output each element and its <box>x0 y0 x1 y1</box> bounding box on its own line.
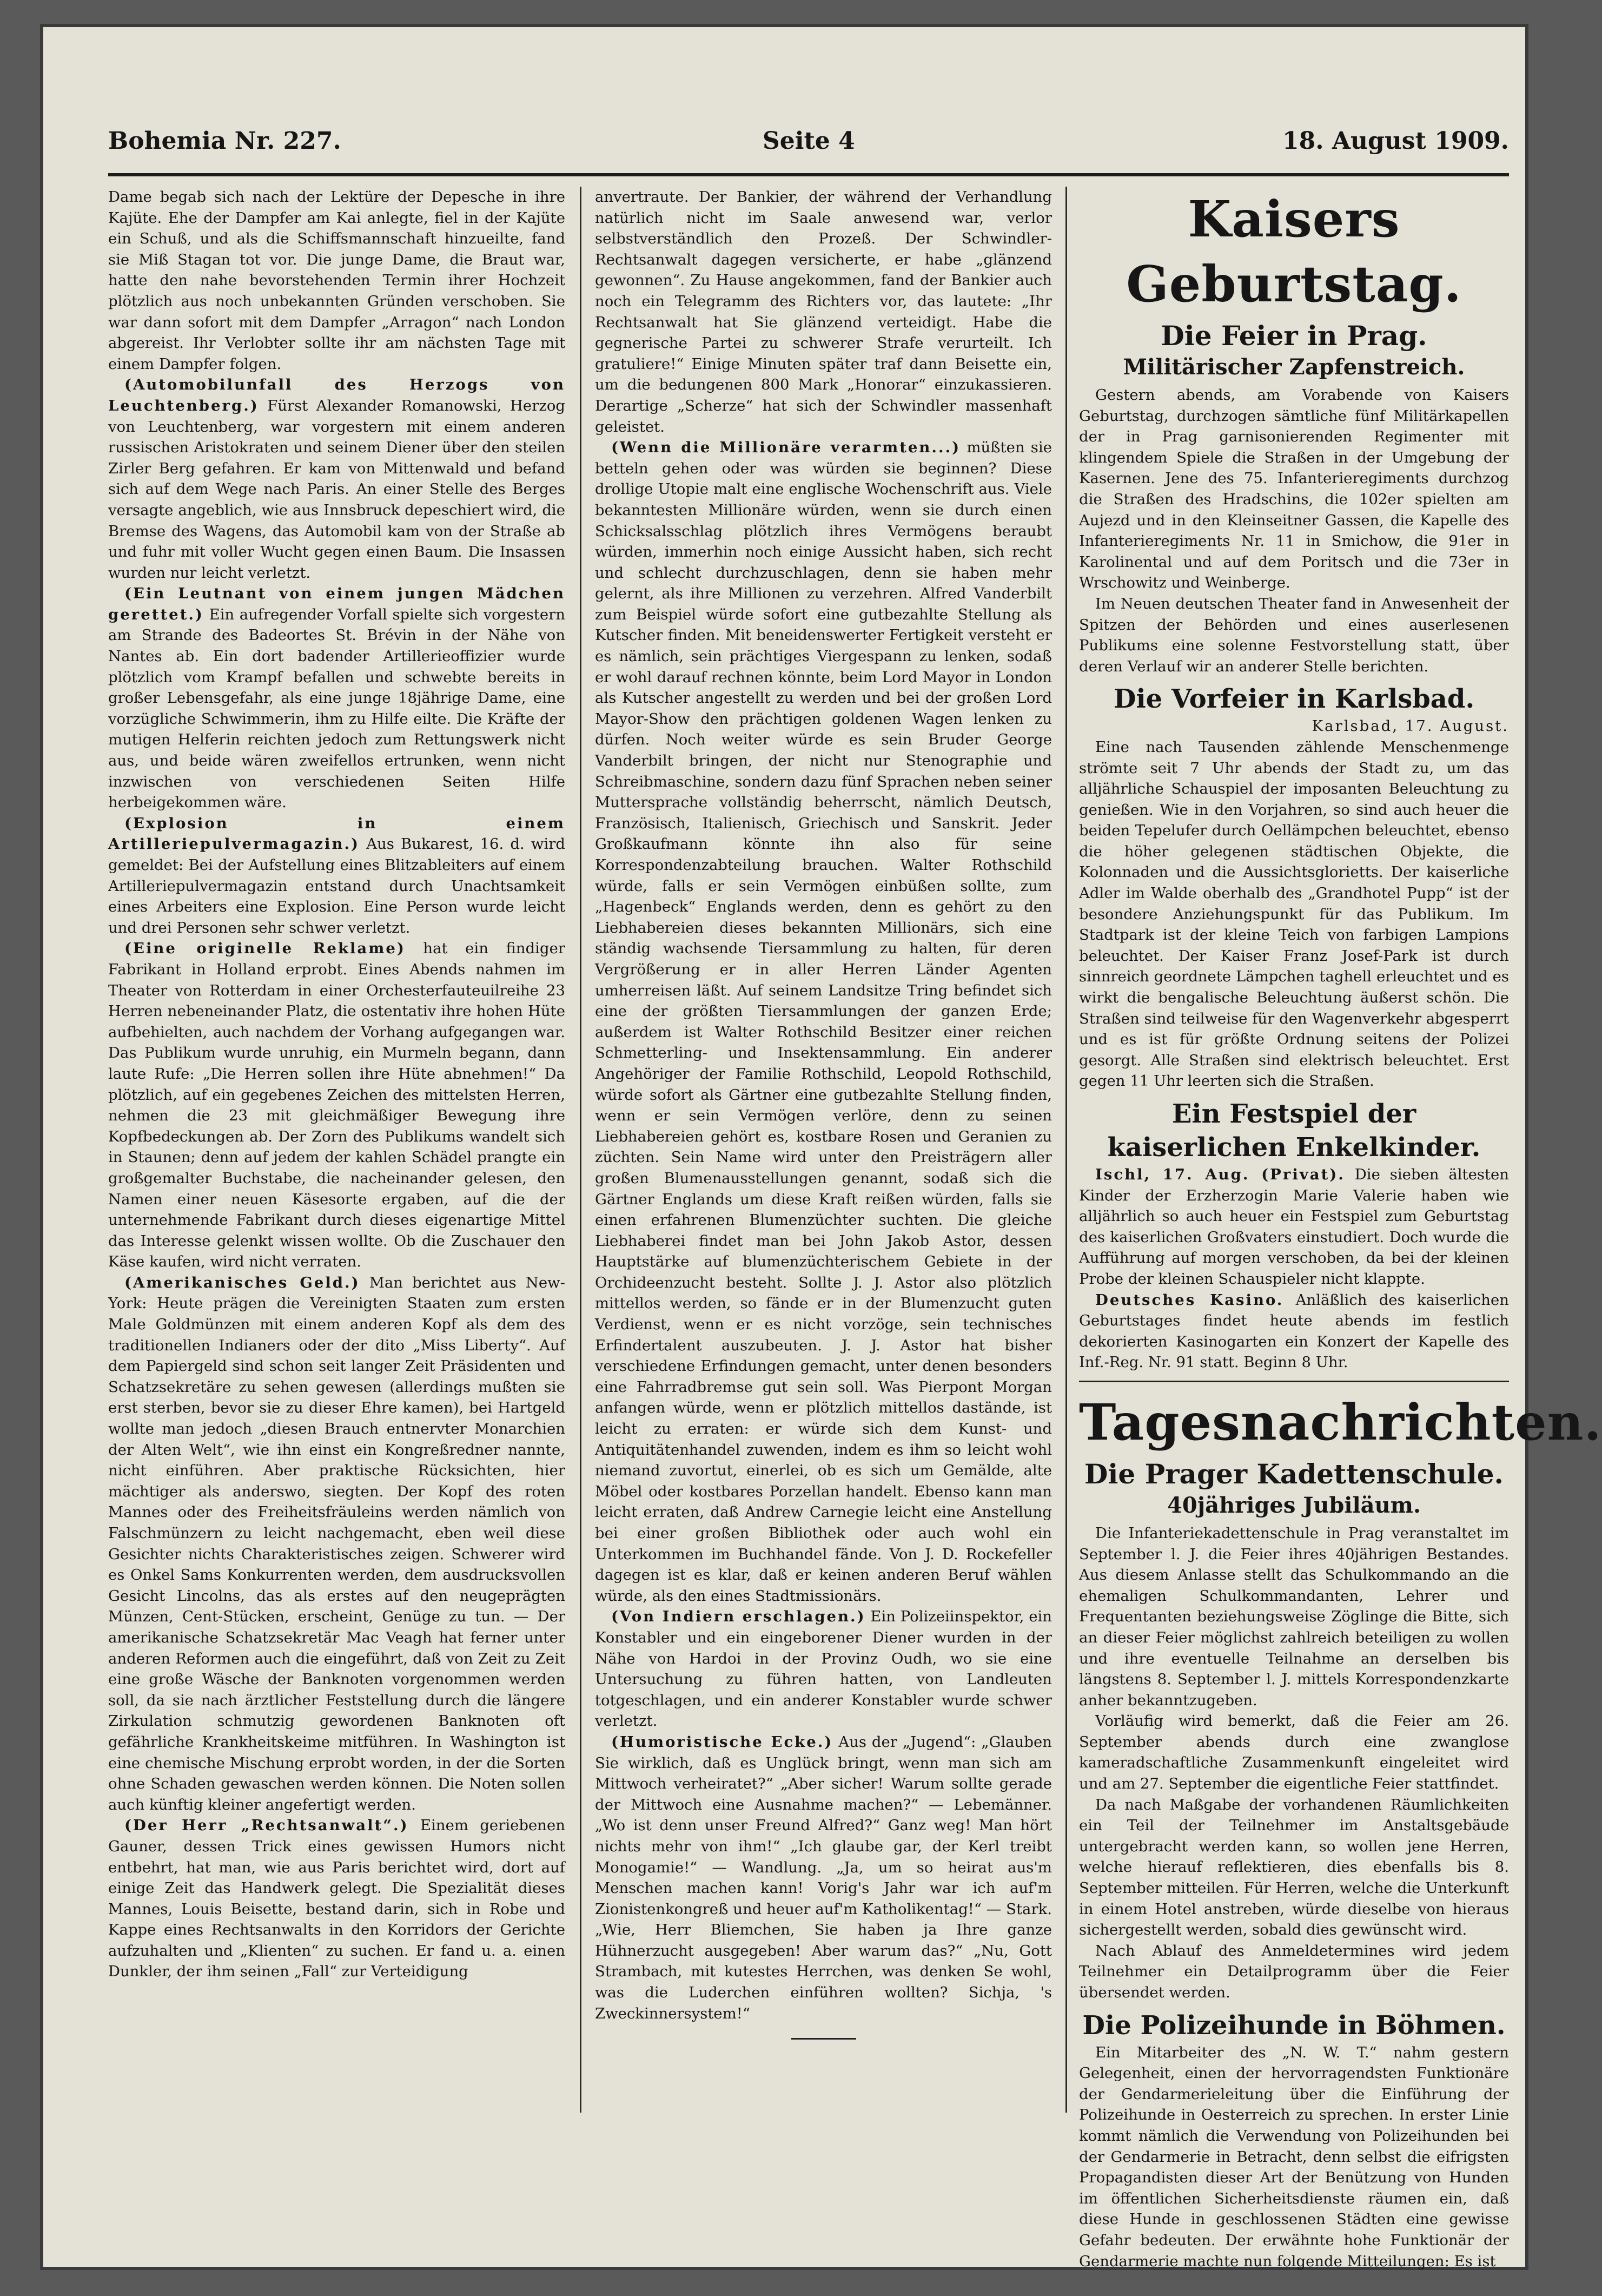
header-rule <box>108 173 1509 176</box>
column-2 <box>595 187 1052 2188</box>
article-headline: Die Prager Kadettenschule. <box>1084 1457 1504 1490</box>
article-paragraph <box>108 1815 565 1982</box>
article-headline: Die Feier in Prag. <box>1161 320 1427 352</box>
article-text: Da nach Maßgabe der vorhandenen Räumlichkeiten ein Teil der Teilnehmer im Anstaltsgebäude untergebracht werden kann, so wollen jene Herren, welche hierauf reflektieren, dies ebenfalls bis 8. September mitteilen. Für Herren, welche die Unterkunft in einem Hotel anstreben, würde dieselbe von hieraus sichergestellt werden, sobald dies gewünscht wird. <box>1079 1796 1509 1939</box>
article-text: anvertraute. Der Bankier, der während der Verhandlung natürlich nicht im Saale anwesend war, verlor selbstverständlich den Prozeß. Der Schwindler-Rechtsanwalt dagegen versicherte, er habe „glänzend gewonnen“. Zu Hause angekommen, fand der Bankier auch noch ein Telegramm des Richters vor, das lautete: „Ihr Rechtsanwalt hat Sie glänzend verteidigt. Habe die gegnerische Partei zu schwerer Strafe verurteilt. Ich gratuliere!“ Einige Minuten später traf dann Beisette ein, um die bedungenen 800 Mark „Honorar“ einzukassieren. Derartige „Scherze“ hat sich der Schwindler massenhaft geleistet. <box>595 188 1052 436</box>
section-title: Tagesnachrichten. <box>1079 1393 1602 1452</box>
article-subheadline: Militärischer Zapfenstreich. <box>1123 354 1465 380</box>
article-text: Fürst Alexander Romanowski, Herzog von Leuchtenberg, war vorgestern mit einem anderen russischen Aristokraten und seinem Diener über den steilen Zirler Berg gefahren. Er kam von Mittenwald und befand sich auf dem Wege nach Paris. An einer Stelle des Berges versagte angeblich, wie aus Innsbruck depeschiert wird, die Bremse des Wagens, das Automobil kam von der Straße ab und fuhr mit voller Wucht gegen einen Baum. Die Insassen wurden nur leicht verletzt. <box>108 397 565 582</box>
header-date: 18. August 1909. <box>1282 127 1509 155</box>
end-rule <box>791 2038 856 2040</box>
article-lead: Deutsches Kasino. <box>1095 1291 1284 1309</box>
article-headline: Die Polizeihunde in Böhmen. <box>1082 2010 1506 2041</box>
article-subheadline: 40jähriges Jubiläum. <box>1167 1492 1421 1518</box>
column-divider <box>1065 187 1067 2113</box>
article-text: Im Neuen deutschen Theater fand in Anwesenheit der Spitzen der Behörden und eines auserlesenen Publikums eine solenne Festvorstellung statt, über deren Verlauf wir an anderer Stelle berichten. <box>1079 595 1509 675</box>
article-text: Einem geriebenen Gauner, dessen Trick eines gewissen Humors nicht entbehrt, hat man, wie aus Paris berichtet wird, dort auf einige Zeit das Handwerk gelegt. Die Spezialität dieses Mannes, Louis Beisette, bestand darin, sich in Robe und Kappe eines Rechtsanwalts in den Korridors der Gerichte aufzuhalten und „Klienten“ zu suchen. Er fand u. a. einen Dunkler, der ihm seinen „Fall“ zur Verteidigung <box>108 1817 565 1981</box>
article-paragraph <box>1079 1290 1509 1373</box>
column-1 <box>108 187 565 2188</box>
article-text: Ein Mitarbeiter des „N. W. T.“ nahm gestern Gelegenheit, einen der hervorragendsten Funktionäre der Gendarmerieleitung über die Einführung der Polizeihunde in Oesterreich zu sprechen. In erster Linie kommt nämlich die Verwendung von Polizeihunden bei der Gendarmerie in Betracht, denn selbst die eifrigsten Propagandisten dieser Art der Benützung von Hunden im öffentlichen Sicherheitsdienste räumen ein, daß diese Hunde in geschlossenen Städten eine gewisse Gefahr bedeuten. Der erwähnte hohe Funktionär der Gendarmerie machte nun folgende Mitteilungen: Es ist <box>1079 2043 1509 2270</box>
article-dateline: Karlsbad, 17. August. <box>1312 717 1509 735</box>
article-paragraph <box>108 938 565 1272</box>
article-paragraph <box>1079 1164 1509 1290</box>
column-3 <box>1079 187 1602 2270</box>
article-lead: (Der Herr „Rechtsanwalt“.) <box>124 1817 409 1835</box>
article-text: Dame begab sich nach der Lektüre der Depesche in ihre Kajüte. Ehe der Dampfer am Kai anlegte, fiel in der Kajüte ein Schuß, und als die Schiffsmannschaft hinzueilte, fand sie Miß Stagan tot vor. Die junge Dame, die Braut war, hatte den nahe bevorstehenden Termin ihrer Hochzeit plötzlich aus noch unbekannten Gründen verschoben. Sie war dann sofort mit dem Dampfer „Arragon“ nach London abgereist. Ihr Verlobter sollte ihr am nächsten Tage mit einem Dampfer folgen. <box>108 188 565 373</box>
article-headline: Die Vorfeier in Karlsbad. <box>1113 684 1475 715</box>
header-issue: Bohemia Nr. 227. <box>108 127 341 155</box>
article-text: Gestern abends, am Vorabende von Kaisers Geburtstag, durchzogen sämtliche fünf Militärkapellen der in Prag garnisonierenden Regimenter mit klingendem Spiele die Straßen in der Umgebung der Kasernen. Jene des 75. Infanterieregiments durchzog die Straßen des Hradschins, die 102er spielten am Aujezd und in den Kleinseitner Gassen, die Kapelle des Infanterieregiments Nr. 11 in Smichow, die 91er in Karolinental und auf dem Poritsch und die 73er in Wrschowitz und Weinberge. <box>1079 386 1509 592</box>
article-text: müßten sie betteln gehen oder was würden sie beginnen? Diese drollige Utopie malt eine englische Wochenschrift aus. Viele bekanntesten Millionäre würden, wenn sie durch einen Schicksalsschlag plötzlich ihres Vermögens beraubt würden, immerhin noch einige Aussicht haben, sich recht und schlecht durchzuschlagen, denn sie haben mehr gelernt, als ihre Millionen zu verzehren. Alfred Vanderbilt zum Beispiel würde sofort eine gutbezahlte Stellung als Kutscher finden. Mit beneidenswerter Fertigkeit versteht er es nämlich, sein prächtiges Viergespann zu lenken, sodaß er wohl darauf rechnen könnte, beim Lord Mayor in London als Kutscher angestellt zu werden und bei der großen Lord Mayor-Show den prächtigen goldenen Wagen lenken zu dürfen. Noch weiter würde es sein Bruder George Vanderbilt bringen, der nicht nur Stenographie und Schreibmaschine, sondern dazu fünf Sprachen neben seiner Muttersprache vollständig beherrscht, nämlich Deutsch, Französisch, Italienisch, Griechisch und Sanskrit. Jeder Großkaufmann könnte ihn also für seine Korrespondenzabteilung brauchen. Walter Rothschild würde, falls er sein Vermögen einbüßen sollte, zum „Hagenbeck“ Englands werden, denn es gehört zu den Liebhabereien dieses bekannten Millionärs, sich eine ständig wachsende Tiersammlung zu halten, für deren Vergrößerung er in aller Herren Länder Agenten umherreisen läßt. Auf seinem Landsitze Tring befindet sich eine der größten Tiersammlungen der ganzen Erde; außerdem ist Walter Rothschild Besitzer einer reichen Schmetterling- und Insektensammlung. Ein anderer Angehöriger der Familie Rothschild, Leopold Rothschild, würde sofort als Gärtner eine gutbezahlte Stellung finden, wenn er sein Vermögen verlöre, denn zu seinen Liebhabereien gehört es, kostbare Rosen und Geranien zu züchten. Sein Name wird unter den Preisträgern aller großen Blumenausstellungen genannt, sodaß sich die Gärtner Englands um diese Kraft reißen würden, falls sie einen erfahrenen Blumenzüchter suchten. Die gleiche Liebhaberei findet man bei John Jakob Astor, dessen Hauptstärke auf blumenzüchterischem Gebiete in der Orchideenzucht besteht. Sollte J. J. Astor also plötzlich mittellos werden, so fände er in der Blumenzucht guten Verdienst, wenn er es nicht vorzöge, sein technisches Erfindertalent auszubeuten. J. J. Astor hat bisher verschiedene Erfindungen gemacht, unter denen besonders eine Fahrradbremse gut sein soll. Was Pierpont Morgan anfangen würde, wenn er plötzlich mittellos dastände, ist leicht zu erraten: er würde sich dem Kunst- und Antiquitätenhandel zuwenden, indem es ihm so leicht wohl niemand zuvortut, einerlei, ob es sich um Gemälde, alte Möbel oder kostbares Porzellan handelt. Ebenso kann man leicht erraten, daß Andrew Carnegie leicht eine Anstellung bei einer großen Bibliothek oder auch wohl ein Unterkommen im Buchhandel fände. Von J. D. Rockefeller dagegen ist es klar, daß er keinen anderen Beruf wählen würde, als den eines Stadtmissionärs. <box>595 439 1052 1605</box>
article-lead: (Amerikanisches Geld.) <box>124 1274 360 1291</box>
article-lead: Ischl, 17. Aug. (Privat). <box>1095 1166 1345 1183</box>
article-text: hat ein findiger Fabrikant in Holland erprobt. Eines Abends nahmen im Theater von Rotterdam in einer Orchesterfauteuilreihe 23 Herren nebeneinander Platz, die ostentativ ihre hohen Hüte aufbehielten, auch nachdem der Vorhang aufgegangen war. Das Publikum wurde unruhig, ein Murmeln begann, dann laute Rufe: „Die Herren sollen ihre Hüte abnehmen!“ Da plötzlich, auf ein gegebenes Zeichen des mittelsten Herren, nehmen die 23 mit gleichmäßiger Bewegung ihre Kopfbedeckungen ab. Der Zorn des Publikums wandelt sich in Staunen; denn auf jedem der kahlen Schädel prangte ein großgemalter Buchstabe, die nacheinander gelesen, den Namen einer neuen Käsesorte ergaben, auf die der unternehmende Fabrikant durch dieses eigenartige Mittel das Interesse gelenkt wissen wollte. Ob die Zuschauer den Käse kaufen, wird nicht verraten. <box>108 940 565 1271</box>
article-text: Vorläufig wird bemerkt, daß die Feier am 26. September abends durch eine zwanglose kameradschaftliche Zusammenkunft eingeleitet wird und am 27. September die eigentliche Feier stattfindet. <box>1079 1712 1509 1793</box>
article-text: Die Infanteriekadettenschule in Prag veranstaltet im September l. J. die Feier ihres 40jährigen Bestandes. Aus diesem Anlasse stellt das Schulkommando an die ehemaligen Schulkommandanten, Lehrer und Frequentanten beziehungsweise Zöglinge die Bitte, sich an dieser Feier möglichst zahlreich beteiligen zu wollen und ihre eventuelle Teilnahme an derselben bis längstens 8. September l. J. mittels Korrespondenzkarte anher bekanntzugeben. <box>1079 1524 1509 1709</box>
article-paragraph <box>108 1272 565 1815</box>
section-title: Kaisers Geburtstag. <box>1126 190 1462 313</box>
page-header <box>108 116 1509 165</box>
article-text: Eine nach Tausenden zählende Menschenmenge strömte seit 7 Uhr abends der Stadt zu, um das alljährliche Schauspiel der imposanten Beleuchtung zu genießen. Wie in den Vorjahren, so sind auch heuer die beiden Tepelufer durch Oellämpchen beleuchtet, ebenso die höher gelegenen städtischen Objekte, die Kolonnaden und die Aussichtsglorietts. Der kaiserliche Adler im Walde oberhalb des „Grandhotel Pupp“ ist der besondere Anziehungspunkt für das Publikum. Im Stadtpark ist der kleine Teich von farbigen Lampions beleuchtet. Der Kaiser Franz Josef-Park ist durch sinnreich geordnete Lämpchen taghell erleuchtet und es wirkt die bengalische Beleuchtung äußerst schön. Die Straßen sind teilweise für den Wagenverkehr abgesperrt und es ist für größte Ordnung seitens der Polizei gesorgt. Alle Straßen sind elektrisch beleuchtet. Erst gegen 11 Uhr leerten sich die Straßen. <box>1079 738 1509 1090</box>
article-lead: (Explosion in einem Artilleriepulvermagazin.) <box>108 814 565 853</box>
article-paragraph <box>595 437 1052 1606</box>
article-lead: (Humoristische Ecke.) <box>611 1733 833 1751</box>
article-paragraph <box>108 813 565 939</box>
article-text: Man berichtet aus New-York: Heute prägen die Vereinigten Staaten zum ersten Male Goldmünzen mit einem anderen Kopf als dem des traditionellen Indianers oder der dito „Miss Liberty“. Auf dem Papiergeld sind schon seit langer Zeit Präsidenten und Schatzsekretäre zu sehen gewesen (allerdings mußten sie erst sterben, bevor sie zu dieser Ehre kamen), bei Hartgeld wollte man jedoch „diesen Brauch entnervter Monarchien der Alten Welt“, wie ihn einst ein Kongreßredner nannte, nicht einführen. Aber praktische Rücksichten, hier mächtiger als anderswo, siegten. Der Kopf des roten Mannes oder des Freiheitsfräuleins werden nämlich von Falschmünzern zu leicht nachgemacht, eben weil diese Gesichter nichts Charakteristisches zeigen. Schwerer wird es Onkel Sams Konkurrenten werden, dem ausdrucksvollen Gesicht Lincolns, das als erstes auf den neugeprägten Münzen, Cent-Stücken, erscheint, Genüge zu tun. — Der amerikanische Schatzsekretär Mac Veagh hat ferner unter anderen Reformen auch die eingeführt, daß von Zeit zu Zeit eine große Wäsche der Banknoten vorgenommen werden soll, da sie nach ärztlicher Feststellung durch die längere Zirkulation schmutzig gewordenen Banknoten oft gefährliche Krankheitskeime mitführen. In Washington ist eine chemische Mischung erprobt worden, in der die Sorten ohne Schaden gewaschen werden können. Die Noten sollen auch künftig kleiner angefertigt werden. <box>108 1274 565 1813</box>
article-text: Nach Ablauf des Anmeldetermines wird jedem Teilnehmer ein Detailprogramm über die Feier übersendet werden. <box>1079 1942 1509 2001</box>
article-lead: (Automobilunfall des Herzogs von Leuchtenberg.) <box>108 376 565 414</box>
section-rule <box>1079 1381 1509 1382</box>
article-lead: (Wenn die Millionäre verarmten...) <box>611 439 961 457</box>
article-text: Ein Polizeiinspektor, ein Konstabler und ein eingeborener Diener wurden in der Nähe von Hardoi in der Provinz Oudh, wo sie eine Untersuchung zu führen hatten, von Landleuten totgeschlagen, und ein anderer Konstabler wurde schwer verletzt. <box>595 1608 1052 1730</box>
article-text: Aus Bukarest, 16. d. wird gemeldet: Bei der Aufstellung eines Blitzableiters auf einem Artilleriepulvermagazin entstand durch Unachtsamkeit eines Arbeiters eine Explosion. Eine Person wurde leicht und drei Personen sehr schwer verletzt. <box>108 835 565 936</box>
article-paragraph <box>108 374 565 583</box>
article-headline: Ein Festspiel der kaiserlichen Enkelkinder. <box>1107 1099 1481 1163</box>
article-lead: (Ein Leutnant von einem jungen Mädchen gerettet.) <box>108 585 565 623</box>
column-divider <box>580 187 581 2113</box>
article-lead: (Eine originelle Reklame) <box>124 940 406 958</box>
article-text: Die sieben ältesten Kinder der Erzherzogin Marie Valerie haben wie alljährlich so auch heuer ein Festspiel zum Geburtstag des kaiserlichen Großvaters einstudiert. Doch wurde die Aufführung auf morgen verschoben, da bei der kleinen Probe der kleinen Schauspieler nicht klappte. <box>1079 1166 1510 1288</box>
header-page-number: Seite 4 <box>763 127 855 155</box>
article-paragraph <box>108 583 565 813</box>
article-paragraph <box>595 1732 1052 2024</box>
article-text: Aus der „Jugend“: „Glauben Sie wirklich, daß es Unglück bringt, wenn man sich am Mittwoch verheiratet?“ „Aber sicher! Warum sollte gerade der Mittwoch eine Ausnahme machen?“ — Lebemänner. „Wo ist denn unser Freund Alfred?“ Ganz weg! Man hört nichts mehr von ihm!“ „Ich glaube gar, der Kerl treibt Monogamie!“ — Wandlung. „Ja, um so heirat aus'm Menschen machen kann! Vorig's Jahr war ich auf'm Zionistenkongreß und heuer auf'm Katholikentag!“ — Stark. „Wie, Herr Bliemchen, Sie haben ja Ihre ganze Hühnerzucht ausgegeben! Aber warum das?“ „Nu, Gott Strambach, mit kutestes Herrchen, was denken Se wohl, was die Luderchen einführen wollten? Sichja, 's Zweckinnersystem!“ <box>595 1733 1052 2022</box>
article-paragraph <box>595 1606 1052 1732</box>
article-lead: (Von Indiern erschlagen.) <box>611 1608 866 1626</box>
article-text: Ein aufregender Vorfall spielte sich vorgestern am Strande des Badeortes St. Brévin in der Nähe von Nantes ab. Ein dort badender Artillerieoffizier wurde plötzlich vom Krampf befallen und schwebte bereits in großer Lebensgefahr, als eine junge 18jährige Dame, eine vorzügliche Schwimmerin, ihm zu Hilfe eilte. Die Kräfte der mutigen Helferin reichten jedoch zum Rettungswerk nicht aus, und beide wären zweifellos ertrunken, wenn nicht inzwischen von verschiedenen Seiten Hilfe herbeigekommen wäre. <box>108 605 565 811</box>
article-text: Anläßlich des kaiserlichen Geburtstages findet heute abends im festlich dekorierten Kasinogarten ein Konzert der Kapelle des Inf.-Reg. Nr. 91 statt. Beginn 8 Uhr. <box>1079 1291 1510 1371</box>
